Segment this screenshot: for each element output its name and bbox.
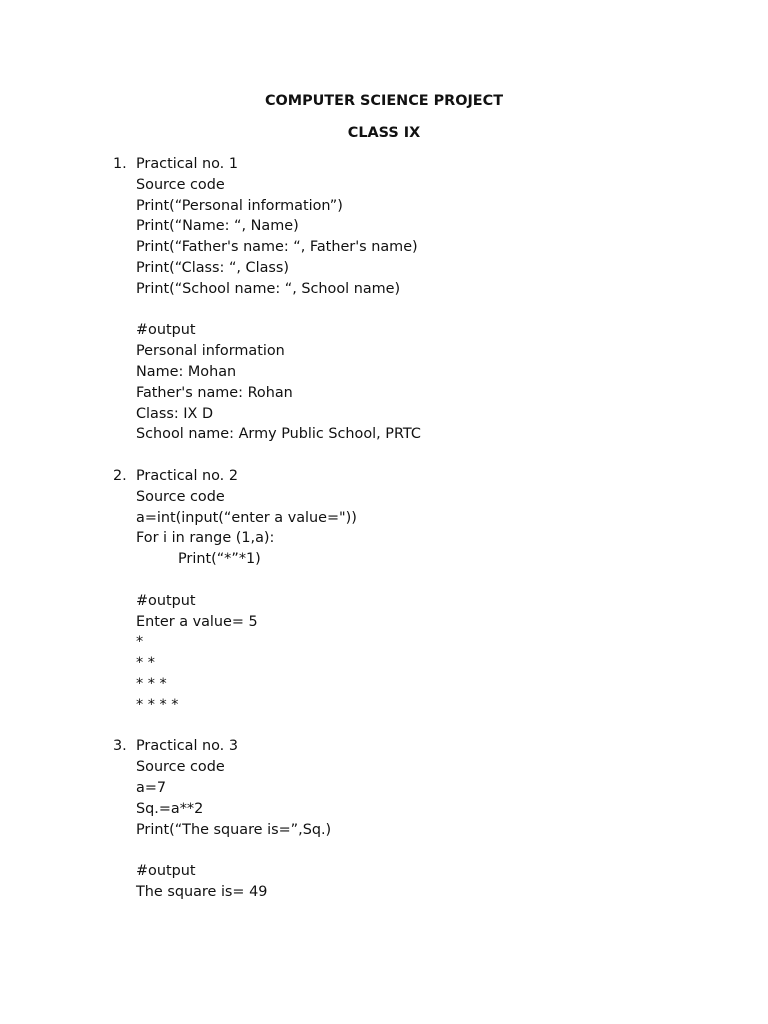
output-line: The square is= 49 <box>136 883 268 900</box>
code-line: Print(“School name: “, School name) <box>136 280 401 297</box>
output-line: Father's name: Rohan <box>136 384 293 401</box>
spacer <box>0 445 768 466</box>
output-line: * <box>136 634 144 651</box>
output-line: * * * * <box>136 696 179 713</box>
code-line: For i in range (1,a): <box>136 530 275 547</box>
source-code-label: Source code <box>136 759 225 776</box>
practical-heading: Practical no. 2 <box>136 467 238 484</box>
practical-heading: Practical no. 3 <box>136 738 238 755</box>
practical-heading: Practical no. 1 <box>136 156 238 172</box>
code-line: Print(“Name: “, Name) <box>136 218 299 235</box>
list-number: 3. <box>113 738 127 755</box>
output-line: Enter a value= 5 <box>136 613 258 630</box>
code-line: Print(“The square is=”,Sq.) <box>136 821 332 838</box>
code-line: Sq.=a**2 <box>136 800 204 817</box>
code-line: a=7 <box>136 779 167 796</box>
output-label: #output <box>136 322 196 339</box>
output-line: Name: Mohan <box>136 363 237 380</box>
spacer <box>0 300 768 321</box>
spacer <box>0 840 768 861</box>
document-title: COMPUTER SCIENCE PROJECT <box>264 93 504 109</box>
practical-item-2 <box>0 466 768 736</box>
output-line: * * <box>136 655 155 672</box>
output-line: Personal information <box>136 343 285 360</box>
source-code-label: Source code <box>136 488 225 505</box>
output-line: Class: IX D <box>136 405 214 422</box>
code-line-indented: Print(“*”*1) <box>178 551 261 568</box>
source-code-label: Source code <box>136 176 225 193</box>
output-line: School name: Army Public School, PRTC <box>136 426 421 443</box>
output-label: #output <box>136 592 196 609</box>
document-subtitle: CLASS IX <box>347 125 421 141</box>
output-line: * * * <box>136 675 167 692</box>
code-line: Print(“Class: “, Class) <box>136 259 290 276</box>
code-line: Print(“Personal information”) <box>136 197 343 214</box>
code-line: a=int(input(“enter a value=")) <box>136 509 357 526</box>
list-number: 2. <box>113 467 127 484</box>
output-label: #output <box>136 863 196 880</box>
list-number: 1. <box>113 156 127 172</box>
practical-item-1 <box>0 154 768 466</box>
practical-list <box>0 154 768 903</box>
spacer <box>0 716 768 737</box>
code-line: Print(“Father's name: “, Father's name) <box>136 239 418 256</box>
practical-item-3 <box>0 736 768 902</box>
spacer <box>0 570 768 591</box>
